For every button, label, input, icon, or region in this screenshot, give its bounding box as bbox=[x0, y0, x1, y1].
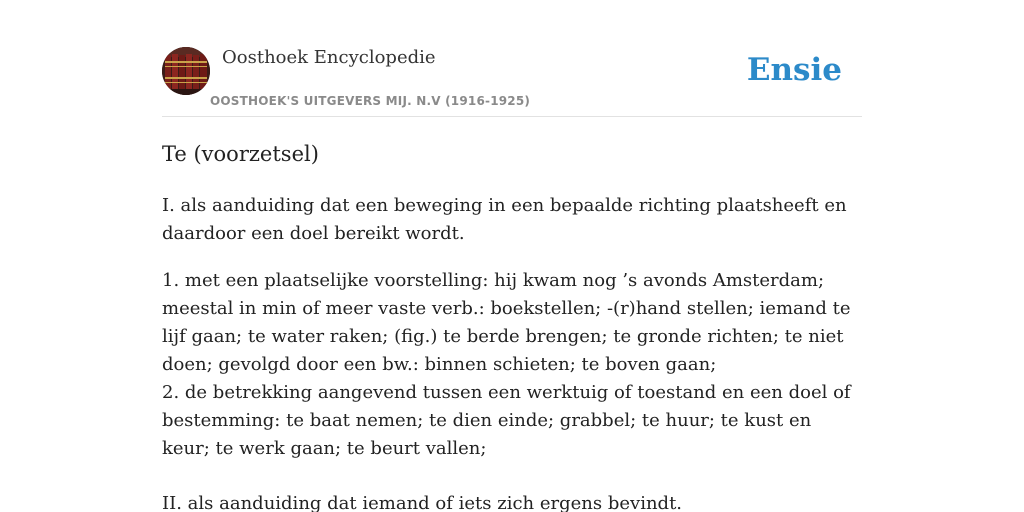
entry-content bbox=[162, 138, 862, 512]
entry-paragraph: II. als aanduiding dat iemand of iets zich ergens bevindt. bbox=[162, 493, 683, 512]
entry-paragraph: 1. met een plaatselijke voorstelling: hij kwam nog ’s avonds Amsterdam; meestal in min of meer vaste verb.: boekstellen; -(r)hand stellen; iemand te lijf gaan; te water raken; (fig.) te berde brengen; te gronde richten; te niet doen; gevolgd door een bw.: binnen schieten; te boven gaan; bbox=[162, 270, 851, 375]
ensie-brand-logo[interactable]: Ensie bbox=[746, 52, 842, 88]
source-subtitle: OOSTHOEK'S UITGEVERS MIJ. N.V (1916-1925) bbox=[210, 94, 531, 108]
encyclopedia-books-icon bbox=[162, 47, 210, 95]
entry-title: Te (voorzetsel) bbox=[162, 142, 319, 166]
source-title[interactable]: Oosthoek Encyclopedie bbox=[222, 47, 436, 68]
source-logo[interactable] bbox=[162, 47, 210, 95]
entry-paragraph: I. als aanduiding dat een beweging in een bepaalde richting plaatsheeft en daardoor een doel bereikt wordt. bbox=[162, 195, 847, 244]
source-header bbox=[162, 46, 862, 117]
entry-paragraph: 2. de betrekking aangevend tussen een werktuig of toestand en een doel of bestemming: te baat nemen; te dien einde; grabbel; te huur; te kust en keur; te werk gaan; te beurt vallen; bbox=[162, 382, 851, 459]
